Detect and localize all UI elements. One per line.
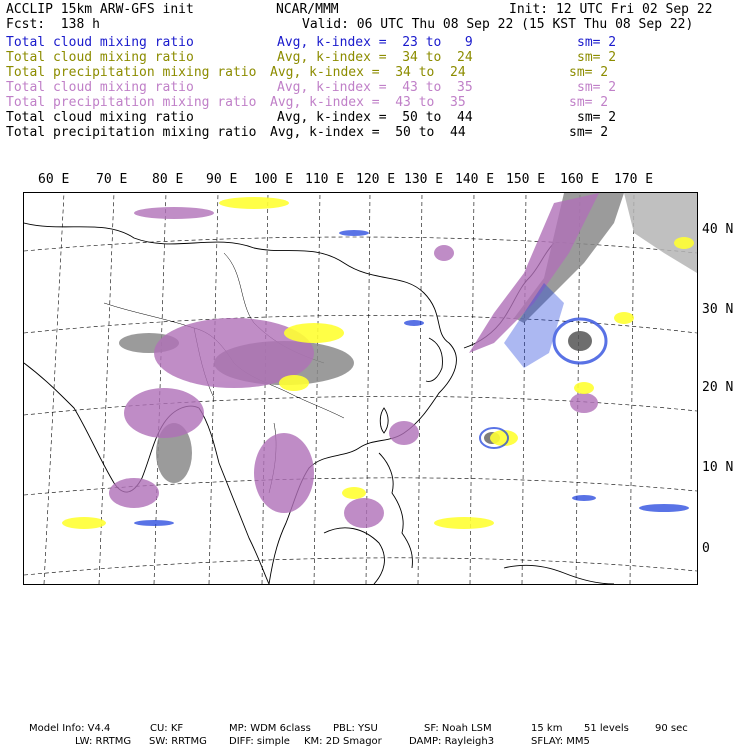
field-label: Total precipitation mixing ratio <box>6 65 257 80</box>
footer-item: CU: KF <box>150 723 184 734</box>
model-title: ACCLIP 15km ARW-GFS init <box>6 2 194 17</box>
lon-label: 70 E <box>96 172 128 187</box>
field-avg: Avg, k-index = 34 to 24 <box>270 65 466 80</box>
footer-item: SW: RRTMG <box>149 736 207 747</box>
field-sm: sm= 2 <box>577 110 617 125</box>
field-sm: sm= 2 <box>577 80 617 95</box>
field-avg: Avg, k-index = 50 to 44 <box>270 125 466 140</box>
lon-label: 60 E <box>38 172 70 187</box>
footer-item: 51 levels <box>584 723 629 734</box>
lon-label: 140 E <box>455 172 495 187</box>
footer-item: KM: 2D Smagor <box>304 736 382 747</box>
field-row <box>0 35 740 50</box>
coastline-taiwan <box>380 408 388 433</box>
field-label: Total precipitation mixing ratio <box>6 95 257 110</box>
forecast-hour: Fcst: 138 h <box>6 17 100 32</box>
lon-label: 120 E <box>356 172 396 187</box>
field-label: Total cloud mixing ratio <box>6 35 194 50</box>
lon-label: 130 E <box>404 172 444 187</box>
footer-item: SF: Noah LSM <box>424 723 492 734</box>
footer-item: Model Info: V4.4 <box>29 723 111 734</box>
lat-label: 20 N <box>702 380 734 395</box>
field-avg: Avg, k-index = 23 to 9 <box>277 35 473 50</box>
lon-label: 90 E <box>206 172 238 187</box>
field-sm: sm= 2 <box>577 35 617 50</box>
field-sm: sm= 2 <box>569 95 609 110</box>
field-label: Total cloud mixing ratio <box>6 110 194 125</box>
field-avg: Avg, k-index = 43 to 35 <box>270 95 466 110</box>
field-row <box>0 65 740 80</box>
field-label: Total cloud mixing ratio <box>6 50 194 65</box>
lat-label: 0 <box>702 541 710 556</box>
coastline-philippines <box>379 453 412 568</box>
footer-item: MP: WDM 6class <box>229 723 311 734</box>
footer-item: PBL: YSU <box>333 723 378 734</box>
lat-label: 40 N <box>702 222 734 237</box>
field-avg: Avg, k-index = 43 to 35 <box>277 80 473 95</box>
map-svg <box>24 193 697 584</box>
footer-item: LW: RRTMG <box>75 736 132 747</box>
valid-time: Valid: 06 UTC Thu 08 Sep 22 (15 KST Thu 08 Sep 22) <box>302 17 694 32</box>
lon-label: 100 E <box>254 172 294 187</box>
lon-label: 150 E <box>506 172 546 187</box>
field-label: Total precipitation mixing ratio <box>6 125 257 140</box>
coastline-new-guinea <box>504 565 614 584</box>
field-sm: sm= 2 <box>577 50 617 65</box>
footer-item: SFLAY: MM5 <box>531 736 590 747</box>
lon-label: 110 E <box>305 172 345 187</box>
lon-label: 80 E <box>152 172 184 187</box>
lat-label: 30 N <box>702 302 734 317</box>
lon-label: 160 E <box>560 172 600 187</box>
coastline-korea <box>426 338 442 381</box>
lat-label: 10 N <box>702 460 734 475</box>
footer-item: 90 sec <box>655 723 688 734</box>
field-row <box>0 50 740 65</box>
footer-item: DIFF: simple <box>229 736 290 747</box>
field-row <box>0 80 740 95</box>
org-label: NCAR/MMM <box>276 2 339 17</box>
field-sm: sm= 2 <box>569 65 609 80</box>
coastline-asia <box>24 223 456 584</box>
init-time: Init: 12 UTC Fri 02 Sep 22 <box>509 2 713 17</box>
map-panel <box>23 192 698 585</box>
field-label: Total cloud mixing ratio <box>6 80 194 95</box>
field-row <box>0 110 740 125</box>
coastline-indochina <box>199 408 269 584</box>
field-sm: sm= 2 <box>569 125 609 140</box>
field-row <box>0 95 740 110</box>
field-avg: Avg, k-index = 50 to 44 <box>277 110 473 125</box>
field-row <box>0 125 740 140</box>
yellow-shading <box>62 197 694 529</box>
coastline-borneo <box>324 528 384 584</box>
footer-item: 15 km <box>531 723 563 734</box>
field-avg: Avg, k-index = 34 to 24 <box>277 50 473 65</box>
footer-item: DAMP: Rayleigh3 <box>409 736 495 747</box>
lon-label: 170 E <box>614 172 654 187</box>
